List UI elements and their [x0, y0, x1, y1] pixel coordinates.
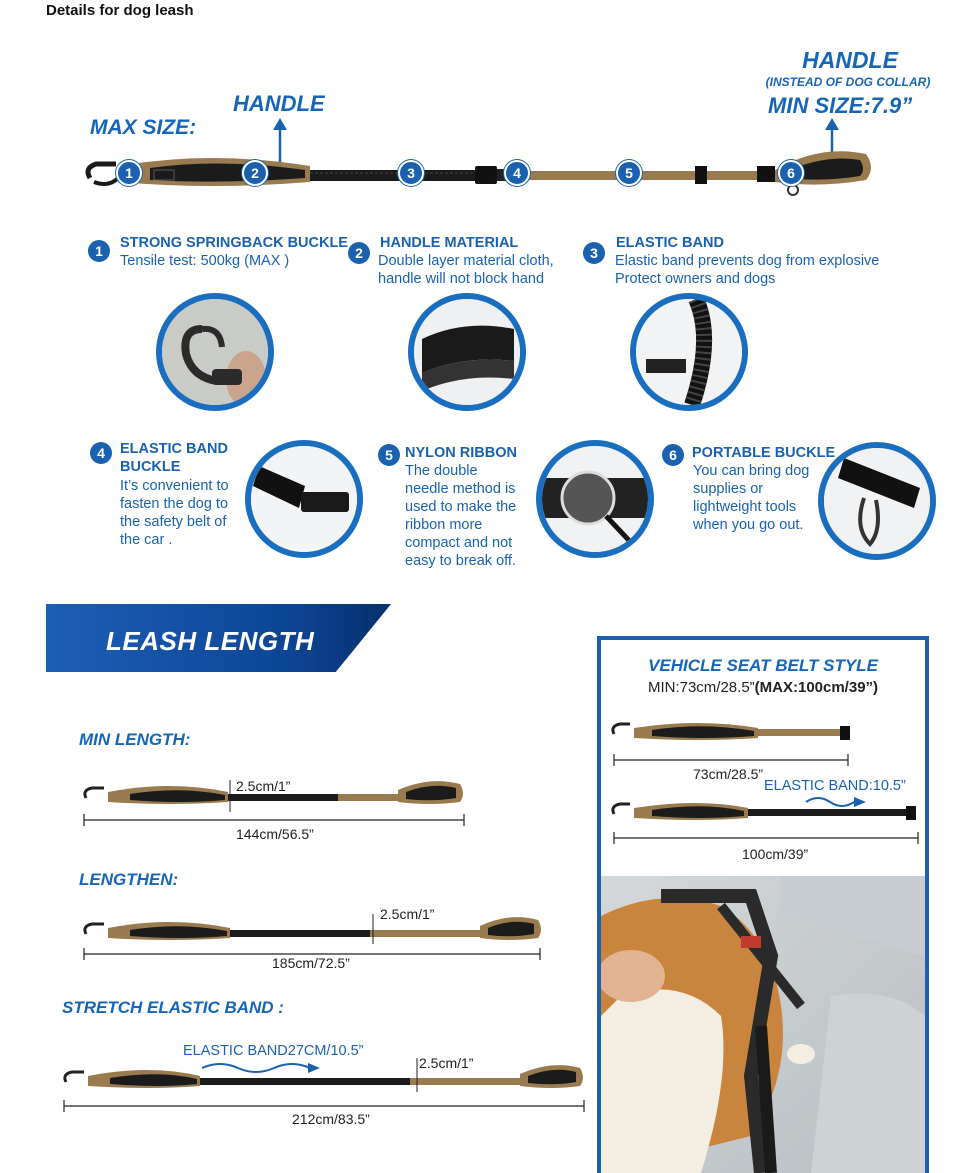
lengthen-total: 185cm/72.5” — [272, 955, 350, 971]
leash-length-title: LEASH LENGTH — [106, 626, 315, 656]
feature-4-desc-line2: fasten the dog to — [120, 496, 229, 512]
lengthen-width: 2.5cm/1” — [380, 906, 435, 922]
feature-6-desc-line1: You can bring dog — [693, 463, 810, 479]
feature-4-desc-line4: the car . — [120, 532, 173, 548]
vehicle-elastic-label: ELASTIC BAND:10.5” — [764, 778, 906, 794]
portable-buckle-photo — [818, 442, 936, 560]
feature-6-badge: 6 — [662, 444, 684, 466]
feature-1-title: STRONG SPRINGBACK BUCKLE — [120, 235, 348, 251]
leash-number-6: 6 — [778, 160, 804, 186]
feature-5-desc-line5: compact and not — [405, 535, 513, 551]
feature-5-title: NYLON RIBBON — [405, 445, 517, 461]
handle-material-photo — [408, 293, 526, 411]
feature-4-badge: 4 — [90, 442, 112, 464]
lengthen-label: LENGTHEN: — [79, 870, 179, 889]
feature-1-desc: Tensile test: 500kg (MAX ) — [120, 253, 290, 269]
vehicle-max-leash-image — [608, 800, 924, 850]
leash-number-3: 3 — [398, 160, 424, 186]
feature-1-badge: 1 — [88, 240, 110, 262]
leash-number-1: 1 — [116, 160, 142, 186]
stretch-total: 212cm/83.5” — [292, 1111, 370, 1127]
feature-5-desc-line3: used to make the — [405, 499, 517, 515]
min-length-total: 144cm/56.5” — [236, 826, 314, 842]
min-length-width: 2.5cm/1” — [236, 778, 291, 794]
feature-5-badge: 5 — [378, 444, 400, 466]
vehicle-title: VEHICLE SEAT BELT STYLE — [648, 656, 878, 675]
feature-3-desc-line1: Elastic band prevents dog from explosive — [615, 253, 880, 269]
feature-4-desc-line1: It’s convenient to — [120, 478, 229, 494]
right-handle-label: HANDLE — [802, 47, 898, 73]
vehicle-min-total: 73cm/28.5” — [693, 766, 764, 782]
main-leash-image — [80, 140, 880, 200]
min-length-label: MIN LENGTH: — [79, 730, 191, 749]
max-size-label: MAX SIZE: — [90, 116, 197, 139]
elastic-band-photo — [630, 293, 748, 411]
vehicle-subtitle-max: (MAX:100cm/39”) — [754, 679, 879, 696]
feature-2-desc-line2: handle will not block hand — [378, 271, 545, 287]
stretch-label: STRETCH ELASTIC BAND : — [62, 998, 284, 1017]
vehicle-max-total: 100cm/39” — [742, 846, 809, 862]
springback-buckle-photo — [156, 293, 274, 411]
right-handle-sub: (INSTEAD OF DOG COLLAR) — [765, 75, 931, 89]
leash-number-5: 5 — [616, 160, 642, 186]
feature-4-title-line2: BUCKLE — [120, 459, 181, 475]
vehicle-subtitle-min: MIN:73cm/28.5” — [647, 679, 755, 696]
leash-number-4: 4 — [504, 160, 530, 186]
feature-6-desc-line3: lightweight tools — [693, 499, 797, 515]
leash-number-2: 2 — [242, 160, 268, 186]
feature-6-title: PORTABLE BUCKLE — [692, 445, 836, 461]
stretch-width: 2.5cm/1” — [419, 1055, 474, 1071]
handle-label: HANDLE — [233, 91, 325, 116]
feature-5-desc-line6: easy to break off. — [405, 553, 516, 569]
feature-3-badge: 3 — [583, 242, 605, 264]
feature-4-title-line1: ELASTIC BAND — [120, 441, 228, 457]
feature-2-badge: 2 — [348, 242, 370, 264]
page-title: Details for dog leash — [46, 2, 194, 19]
elastic-band-buckle-photo — [245, 440, 363, 558]
feature-2-title: HANDLE MATERIAL — [380, 235, 519, 251]
min-size-label: MIN SIZE:7.9” — [768, 93, 913, 118]
stretch-elastic-label: ELASTIC BAND27CM/10.5” — [183, 1043, 364, 1059]
feature-3-title: ELASTIC BAND — [616, 235, 724, 251]
dog-in-car-photo — [601, 876, 925, 1173]
feature-5-desc-line4: ribbon more — [405, 517, 483, 533]
vehicle-min-leash-image — [608, 716, 858, 772]
feature-2-desc-line1: Double layer material cloth, — [378, 253, 554, 269]
feature-4-desc-line3: the safety belt of — [120, 514, 227, 530]
feature-3-desc-line2: Protect owners and dogs — [615, 271, 776, 287]
feature-6-desc-line4: when you go out. — [693, 517, 804, 533]
vehicle-subtitle — [597, 679, 929, 696]
feature-5-desc-line2: needle method is — [405, 481, 516, 497]
feature-5-desc-line1: The double — [405, 463, 478, 479]
nylon-ribbon-photo — [536, 440, 654, 558]
feature-6-desc-line2: supplies or — [693, 481, 764, 497]
